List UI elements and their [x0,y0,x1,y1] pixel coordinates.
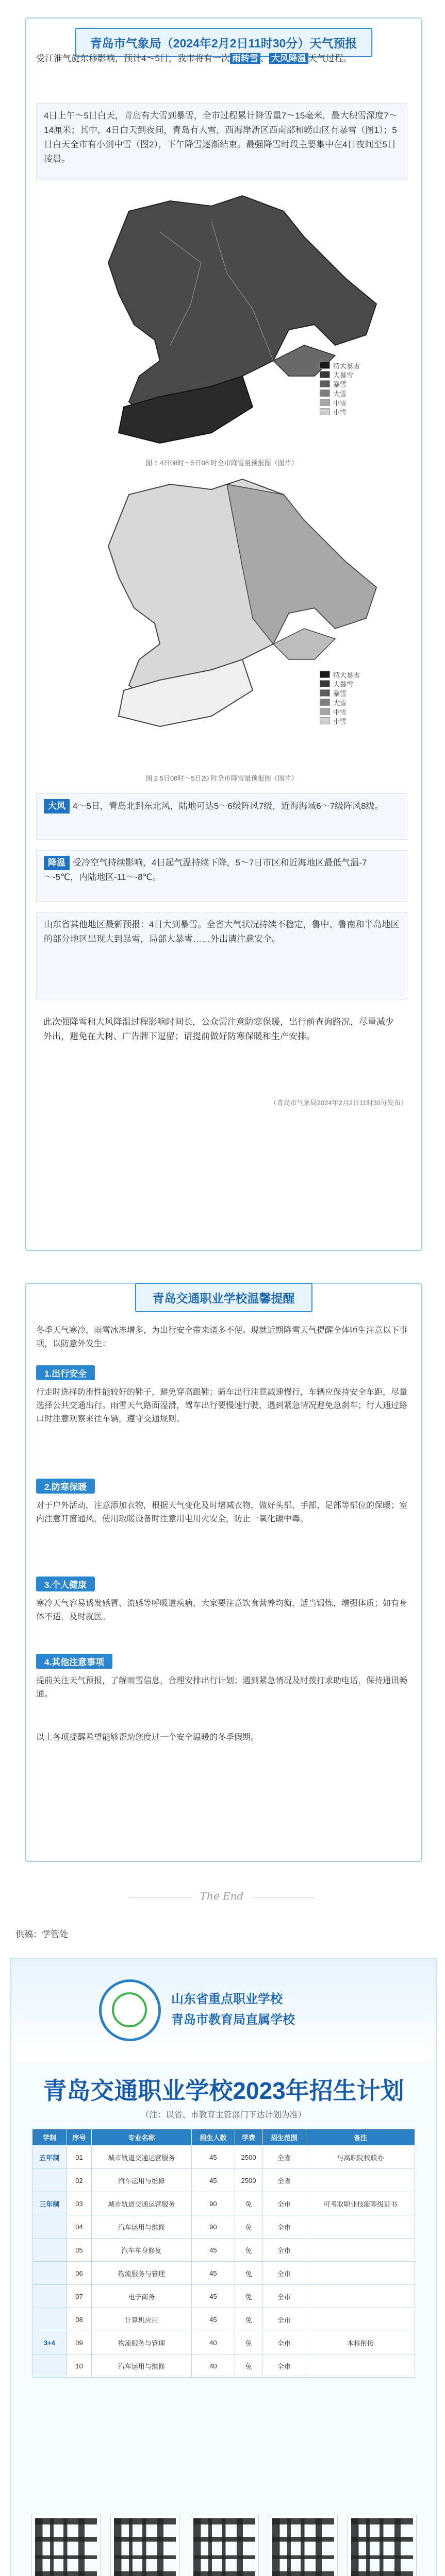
column-header: 学制 [32,2129,67,2146]
table-cell: 2500 [235,2146,262,2169]
table-cell: 免 [235,2285,262,2308]
table-row [32,2169,415,2192]
table-row [32,2285,415,2308]
map-caption-2: 图 2 5日08时～5日20 时全市降雪量预报图（图片） [145,774,298,782]
table-cell: 45 [191,2169,235,2192]
table-cell: 全市 [262,2331,306,2354]
safety-intro: 冬季天气寒冷，雨雪冰冻增多，为出行安全带来诸多不便。现就近期降雪天气提醒全体师生注意以下事项，以防意外发生： [36,1326,408,1348]
qr-code-icon [111,2515,179,2576]
table-cell: 40 [191,2331,235,2354]
table-cell: 物流服务与管理 [92,2262,191,2285]
column-header: 招生人数 [191,2129,235,2146]
table-cell: 05 [67,2239,92,2262]
table-cell: 三年制 [32,2192,67,2215]
table-cell [32,2169,67,2192]
table-cell: 汽车运用与维修 [92,2354,191,2378]
table-row [32,2146,415,2169]
table-cell: 免 [235,2331,262,2354]
table-cell: 免 [235,2192,262,2215]
table-cell: 城市轨道交通运营服务 [92,2146,191,2169]
qr-code-icon [32,2515,100,2576]
table-cell: 可考取职业技能等级证书 [306,2192,415,2215]
table-cell [306,2354,415,2378]
table-cell [306,2285,415,2308]
school-name-2: 青岛市教育局直属学校 [171,2013,295,2027]
enrollment-table [32,2129,415,2378]
table-header-row [32,2129,415,2146]
table-cell: 全市 [262,2354,306,2378]
enrollment-poster [10,1958,437,2576]
table-cell: 免 [235,2308,262,2331]
table-cell: 45 [191,2285,235,2308]
table-cell: 汽车车身修复 [92,2239,191,2262]
table-cell: 2500 [235,2169,262,2192]
table-cell: 免 [235,2215,262,2239]
table-row [32,2262,415,2285]
table-cell: 汽车运用与维修 [92,2215,191,2239]
map-legend-1: 特大暴雪 大暴雪 暴雪 大雪 中雪 小雪 [320,361,387,416]
qr-website[interactable] [32,2515,99,2576]
table-cell: 全省 [262,2146,306,2169]
plan-subtitle: （注：以省、市教育主管部门下达计划为准） [141,2111,306,2120]
supplier-credit: 供稿：学管处 [15,1929,68,1939]
table-cell [32,2239,67,2262]
section-text-travel: 行走时选择防滑性能较好的鞋子，避免穿高跟鞋；骑车出行注意减速慢行，车辆应保持安全车距，尽量选择公共交通出行。雨雪天气路面湿滑，驾车出行要慢速行驶，遇到紧急情况避免急刹车；行人通过路口时注意观察来往车辆，遵守交通规则。 [36,1388,408,1423]
divider-right [253,1897,315,1898]
table-cell [306,2169,415,2192]
table-row [32,2331,415,2354]
table-row [32,2308,415,2331]
table-cell: 45 [191,2308,235,2331]
table-cell: 免 [235,2354,262,2378]
qr-douyin[interactable] [269,2515,336,2576]
section-title-travel: 1.出行安全 [36,1365,95,1380]
table-row [32,2192,415,2215]
weather-intro: 受江淮气旋东移影响，预计4～5日，我市将有一次 雨转雪 、 大风降温 天气过程。 [36,54,352,63]
table-cell: 90 [191,2215,235,2239]
section-text-warmth: 对于户外活动，注意添加衣物，根据天气变化及时增减衣物，做好头部、手部、足部等部位的保暖；室内注意开窗通风，使用取暖设备时注意用电用火安全，防止一氧化碳中毒。 [36,1501,408,1523]
wind-forecast: 大风 4～5日，青岛北到东北风，陆地可达5～6级阵风7级，近海海域6～7级阵风8级。 [36,793,407,840]
column-header: 专业名称 [92,2129,191,2146]
table-cell: 全市 [262,2192,306,2215]
table-cell [32,2308,67,2331]
the-end-signature: The End [200,1890,244,1902]
qr-code-icon [348,2515,416,2576]
table-row [32,2239,415,2262]
temperature-forecast: 降温 受冷空气持续影响，4日起气温持续下降，5～7日市区和近海地区最低气温-7～-5℃，内陆地区-11～-8℃。 [36,850,407,902]
table-cell: 45 [191,2146,235,2169]
table-cell: 免 [235,2262,262,2285]
table-cell: 全市 [262,2262,306,2285]
table-cell [306,2308,415,2331]
table-cell [306,2262,415,2285]
table-cell: 45 [191,2239,235,2262]
school-logo [99,1979,161,2041]
table-row [32,2354,415,2378]
table-cell: 电子商务 [92,2285,191,2308]
table-cell: 90 [191,2192,235,2215]
weather-advice: 此次强降雪和大风降温过程影响时间长，公众需注意防寒保暖，出行前查询路况，尽量减少外出，避免在大树、广告牌下逗留；请提前做好防寒保暖和生产安排。 [36,1010,407,1087]
qr-weibo[interactable] [190,2515,257,2576]
table-cell [306,2239,415,2262]
table-cell: 全市 [262,2215,306,2239]
table-cell: 汽车运用与维修 [92,2169,191,2192]
weather-source: （青岛市气象局2024年2月2日11时30分发布） [270,1099,407,1107]
table-cell: 城市轨道交通运营服务 [92,2192,191,2215]
table-cell: 01 [67,2146,92,2169]
table-cell: 免 [235,2239,262,2262]
weather-title: 青岛市气象局（2024年2月2日11时30分）天气预报 [75,28,373,57]
table-cell: 全市 [262,2308,306,2331]
column-header: 学费 [235,2129,262,2146]
table-cell: 06 [67,2262,92,2285]
table-cell: 40 [191,2354,235,2378]
map-caption-1: 图 1 4日08时～5日08 时全市降雪量预报图（图片） [145,459,298,467]
table-cell [32,2262,67,2285]
table-cell: 04 [67,2215,92,2239]
province-alert: 山东省其他地区最新预报：4日大到暴雪。全省大气状况持续不稳定，鲁中、鲁南和半岛地区的部分地区出现大到暴雪，局部大暴雪……外出请注意安全。 [36,912,407,999]
section-title-health: 3.个人健康 [36,1577,95,1591]
section-title-warmth: 2.防寒保暖 [36,1479,95,1494]
table-cell: 全市 [262,2239,306,2262]
table-cell [306,2215,415,2239]
table-cell [32,2354,67,2378]
section-title-other: 4.其他注意事项 [36,1654,112,1669]
table-cell: 08 [67,2308,92,2331]
qr-consult-wechat[interactable] [348,2515,415,2576]
map-legend-2: 特大暴雪 大暴雪 暴雪 大雪 中雪 小雪 [320,670,387,725]
qr-wechat-official[interactable] [111,2515,178,2576]
table-cell: 五年制 [32,2146,67,2169]
table-cell: 3+4 [32,2331,67,2354]
table-cell [32,2215,67,2239]
section-text-health: 寒冷天气容易诱发感冒、流感等呼吸道疾病，大家要注意饮食营养均衡，适当锻炼，增强体质；如有身体不适，及时就医。 [36,1599,408,1621]
column-header: 招生范围 [262,2129,306,2146]
snowfall-forecast: 4日上午～5日白天，青岛有大雪到暴雪，全市过程累计降雪量7～15毫米，最大积雪深度7～14厘米；其中，4日白天到夜间，青岛有大雪，西海岸新区西南部和崂山区有暴雪（图1）；5日白天全市有小到中雪（图2），下午降雪逐渐结束。最强降雪时段主要集中在4日夜间至5日凌晨。 [36,103,407,180]
table-cell: 全省 [262,2169,306,2192]
column-header: 序号 [67,2129,92,2146]
divider-left [129,1897,191,1898]
column-header: 备注 [306,2129,415,2146]
plan-title: 青岛交通职业学校2023年招生计划 [43,2077,404,2104]
table-cell: 计算机应用 [92,2308,191,2331]
table-cell: 03 [67,2192,92,2215]
table-cell: 与高职院校联办 [306,2146,415,2169]
table-cell [32,2285,67,2308]
section-text-other: 提前关注天气预报，了解雨雪信息，合理安排出行计划；遇到紧急情况及时拨打求助电话，保持通讯畅通。 [36,1676,408,1699]
safety-title: 青岛交通职业学校温馨提醒 [135,1283,312,1312]
table-cell: 09 [67,2331,92,2354]
safety-closing: 以上各项提醒希望能够帮助您度过一个安全温暖的冬季假期。 [36,1733,259,1742]
table-cell: 45 [191,2262,235,2285]
table-cell: 02 [67,2169,92,2192]
qr-code-row [32,2515,415,2576]
table-row [32,2215,415,2239]
qr-code-icon [269,2515,337,2576]
table-cell: 10 [67,2354,92,2378]
table-cell: 本科衔接 [306,2331,415,2354]
table-cell: 全市 [262,2285,306,2308]
school-name-1: 山东省重点职业学校 [171,1992,283,2006]
table-cell: 07 [67,2285,92,2308]
table-cell: 物流服务与管理 [92,2331,191,2354]
qr-code-icon [190,2515,258,2576]
